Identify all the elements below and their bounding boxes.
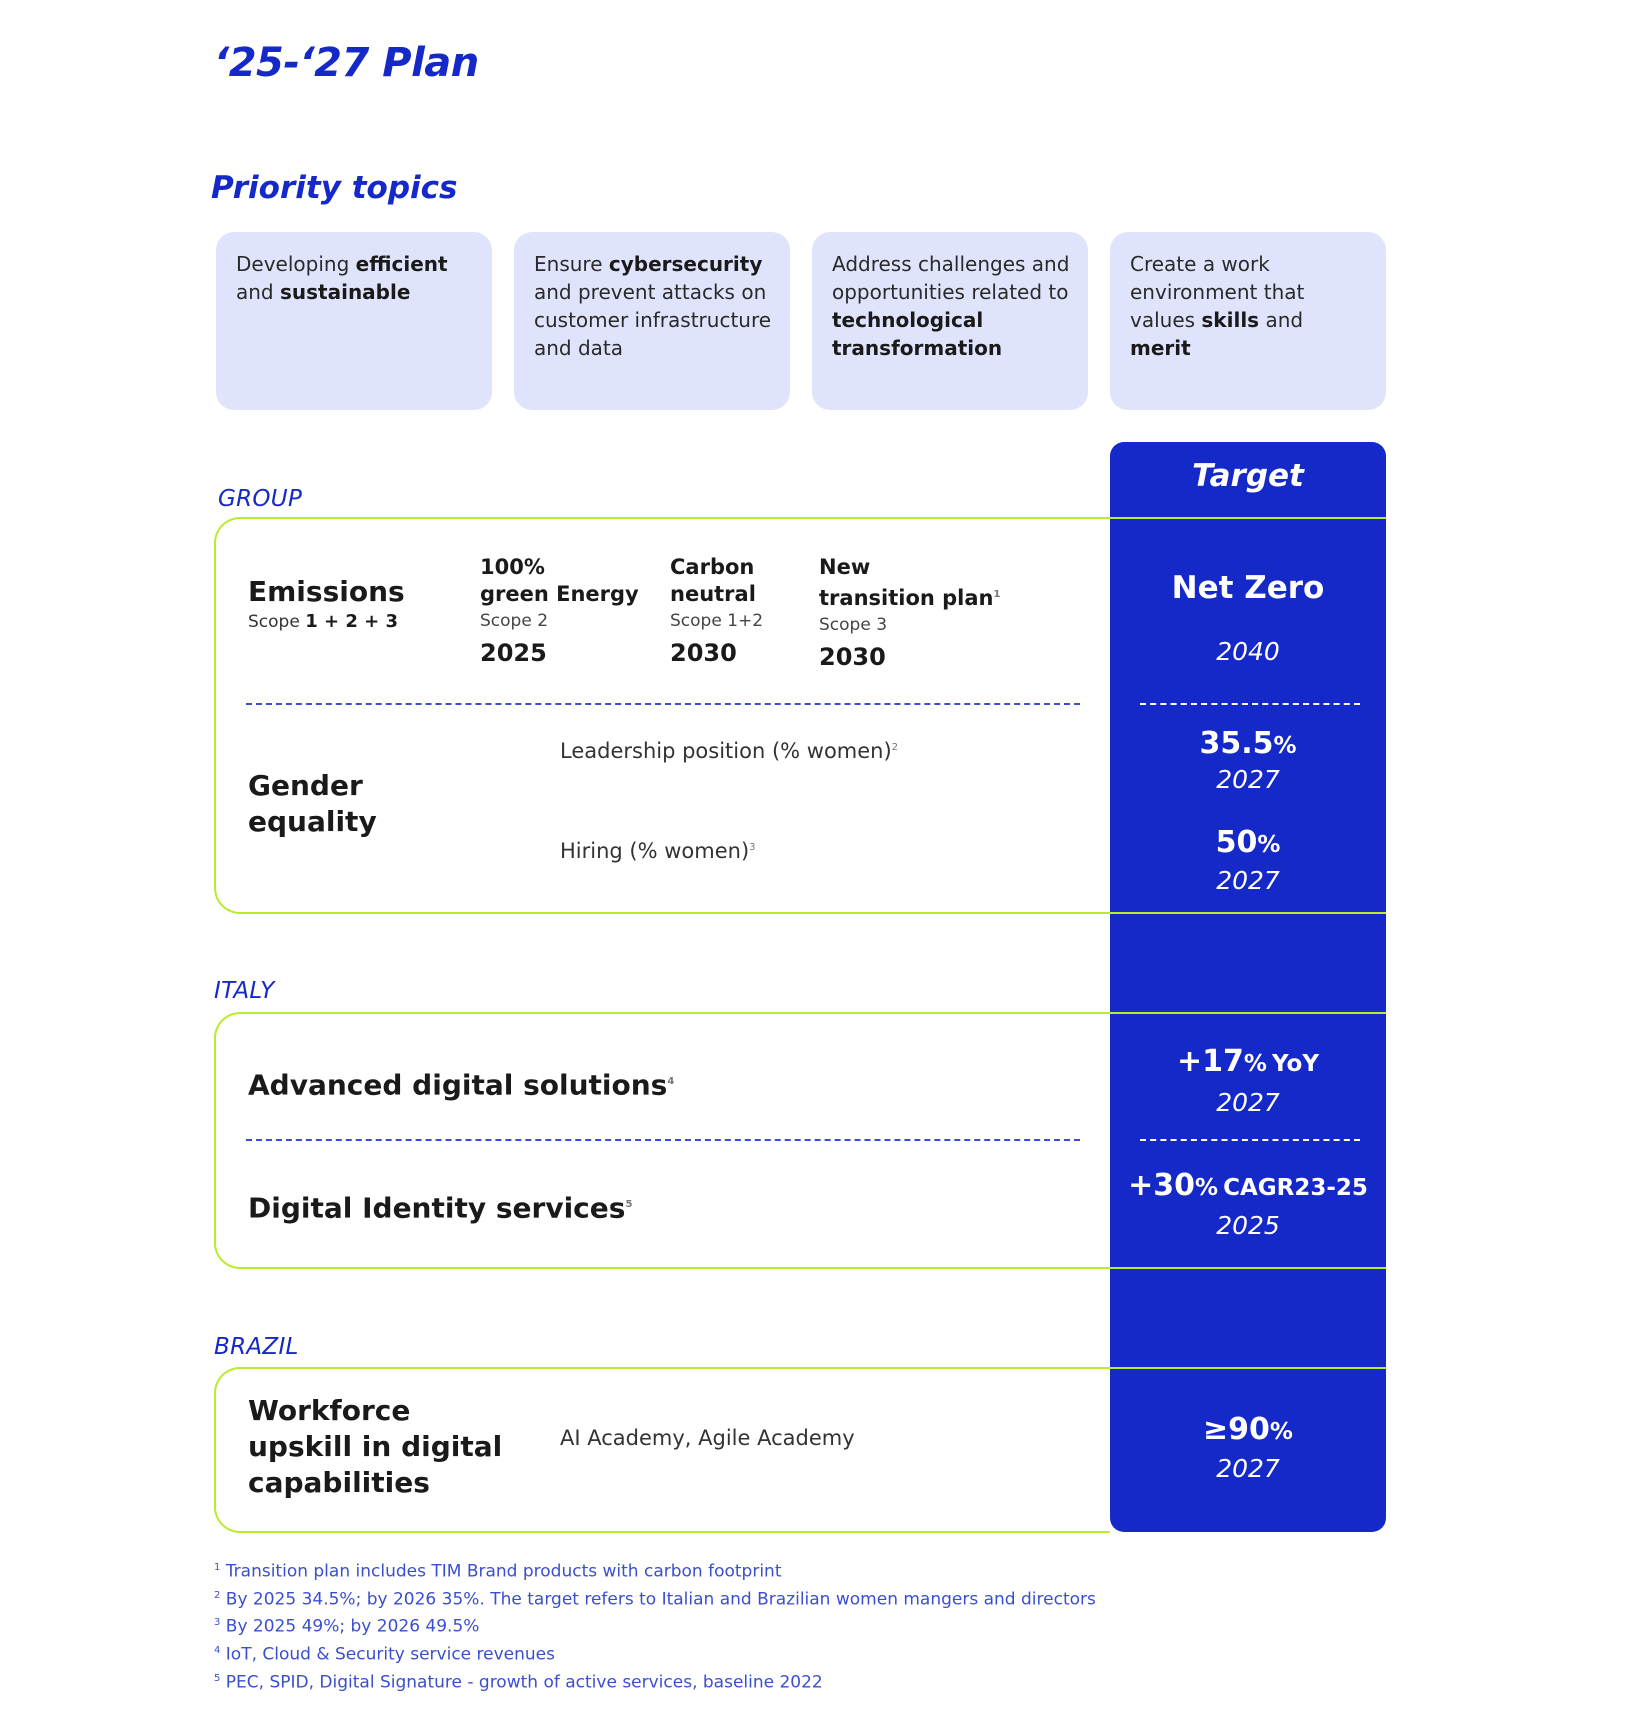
dashed-divider [246,703,1080,705]
footnote-number: 3 [214,1617,221,1629]
scope-value: 1 + 2 + 3 [305,611,399,632]
hiring-target [1110,825,1386,860]
scope-label: Scope [248,612,300,632]
digital-identity-target-year: 2025 [1216,1211,1280,1240]
footnote-number: 5 [214,1672,221,1684]
target-suffix: CAGR23-25 [1223,1175,1368,1201]
emissions-column-1 [480,554,639,667]
workforce-title-line: Workforce [248,1394,411,1427]
target-value: ≥90 [1203,1412,1270,1447]
advanced-digital-target [1110,1044,1386,1079]
divider-line [1110,517,1386,519]
card-text: and prevent attacks on customer infrastructure and data [534,280,772,360]
column-year: 2025 [480,639,547,667]
footnotes [214,1556,1096,1694]
column-title: 100% [480,555,545,579]
footnote-text: PEC, SPID, Digital Signature - growth of active services, baseline 2022 [225,1672,823,1693]
advanced-digital-title [248,1064,674,1103]
footnote-ref: 4 [667,1076,675,1087]
card-bold: skills [1201,308,1260,332]
footnote-ref: 1 [993,589,1001,600]
footnote-number: 4 [214,1644,221,1656]
workforce-target-year: 2027 [1216,1454,1280,1483]
section-subtitle: Priority topics [211,170,458,206]
priority-card-4 [1110,232,1386,410]
hiring-text: Hiring (% women) [560,839,750,863]
emissions-target: Net Zero [1171,570,1325,606]
target-unit: % [1194,1175,1218,1201]
column-year: 2030 [819,643,886,671]
target-value: 50 [1215,825,1258,860]
card-bold: merit [1130,336,1191,360]
column-title-text: transition plan [819,586,994,610]
column-title: New [819,555,871,579]
target-value: +17 [1176,1044,1244,1079]
card-text: and [236,280,280,304]
leadership-label [560,739,898,763]
gender-title [248,768,377,840]
footnote-text: IoT, Cloud & Security service revenues [225,1644,555,1665]
footnote-number: 2 [214,1589,221,1601]
column-title: green Energy [480,582,639,606]
section-label-brazil: BRAZIL [214,1334,299,1360]
digital-identity-title [248,1187,632,1226]
leadership-text: Leadership position (% women) [560,739,892,763]
digital-identity-target [1110,1168,1386,1203]
dashed-divider [1140,703,1360,705]
emissions-column-3 [819,554,1000,671]
hiring-target-year: 2027 [1216,866,1280,895]
column-year: 2030 [670,639,737,667]
card-text: Create a work environment that values [1130,252,1305,332]
priority-card-3 [812,232,1088,410]
column-title: Carbon [670,555,755,579]
target-value: 35.5 [1199,726,1274,761]
dashed-divider [1140,1139,1360,1141]
column-title: neutral [670,582,756,606]
card-text: Ensure [534,252,609,276]
hiring-label [560,839,756,863]
emissions-scope [248,611,398,632]
dashed-divider [246,1139,1080,1141]
leadership-target-year: 2027 [1216,765,1280,794]
leadership-target [1110,726,1386,761]
section-label-group: GROUP [218,486,303,512]
target-unit: % [1273,733,1297,759]
footnote [214,1639,1096,1667]
workforce-title-line: capabilities [248,1466,430,1499]
priority-card-1 [216,232,492,410]
target-value: +30 [1128,1168,1195,1203]
card-text: Address challenges and opportunities related to [832,252,1070,304]
footnote-ref: 5 [625,1199,633,1210]
target-suffix: YoY [1272,1051,1320,1077]
column-scope: Scope 3 [819,615,888,635]
card-bold: efficient [355,252,448,276]
footnote-text: By 2025 49%; by 2026 49.5% [225,1616,480,1637]
target-unit: % [1257,832,1281,858]
footnote [214,1584,1096,1612]
digital-identity-text: Digital Identity services [248,1191,626,1225]
footnote [214,1611,1096,1639]
footnote-text: Transition plan includes TIM Brand products with carbon footprint [225,1561,782,1582]
target-header: Target [1192,458,1304,494]
divider-line [1110,1267,1386,1269]
gender-title-line: equality [248,805,377,838]
emissions-column-2 [670,554,763,667]
footnote [214,1667,1096,1695]
card-bold: sustainable [279,280,411,304]
priority-card-2 [514,232,790,410]
card-text: Developing [236,252,356,276]
column-title [819,581,1000,612]
card-bold: technological transformation [832,308,1003,360]
workforce-title [248,1393,502,1501]
advanced-digital-text: Advanced digital solutions [248,1068,668,1102]
page-title: ‘25-‘27 Plan [214,40,479,86]
footnote [214,1556,1096,1584]
column-scope: Scope 2 [480,611,549,631]
card-bold: cybersecurity [608,252,763,276]
emissions-target-year: 2040 [1216,637,1280,666]
workforce-target [1110,1412,1386,1447]
divider-line [1110,912,1386,914]
workforce-title-line: upskill in digital [248,1430,503,1463]
divider-line [1110,1367,1386,1369]
footnote-number: 1 [214,1562,221,1573]
footnote-ref: 2 [891,742,899,753]
emissions-title: Emissions [248,575,405,608]
divider-line [1110,1012,1386,1014]
column-scope: Scope 1+2 [670,611,764,631]
advanced-digital-target-year: 2027 [1216,1088,1280,1117]
card-text: and [1259,308,1304,332]
target-unit: % [1243,1051,1267,1077]
gender-title-line: Gender [248,769,363,802]
footnote-text: By 2025 34.5%; by 2026 35%. The target refers to Italian and Brazilian women mangers and directors [225,1589,1096,1610]
target-unit: % [1269,1419,1293,1445]
footnote-ref: 3 [749,842,756,853]
workforce-detail: AI Academy, Agile Academy [560,1426,855,1450]
section-label-italy: ITALY [214,978,275,1004]
